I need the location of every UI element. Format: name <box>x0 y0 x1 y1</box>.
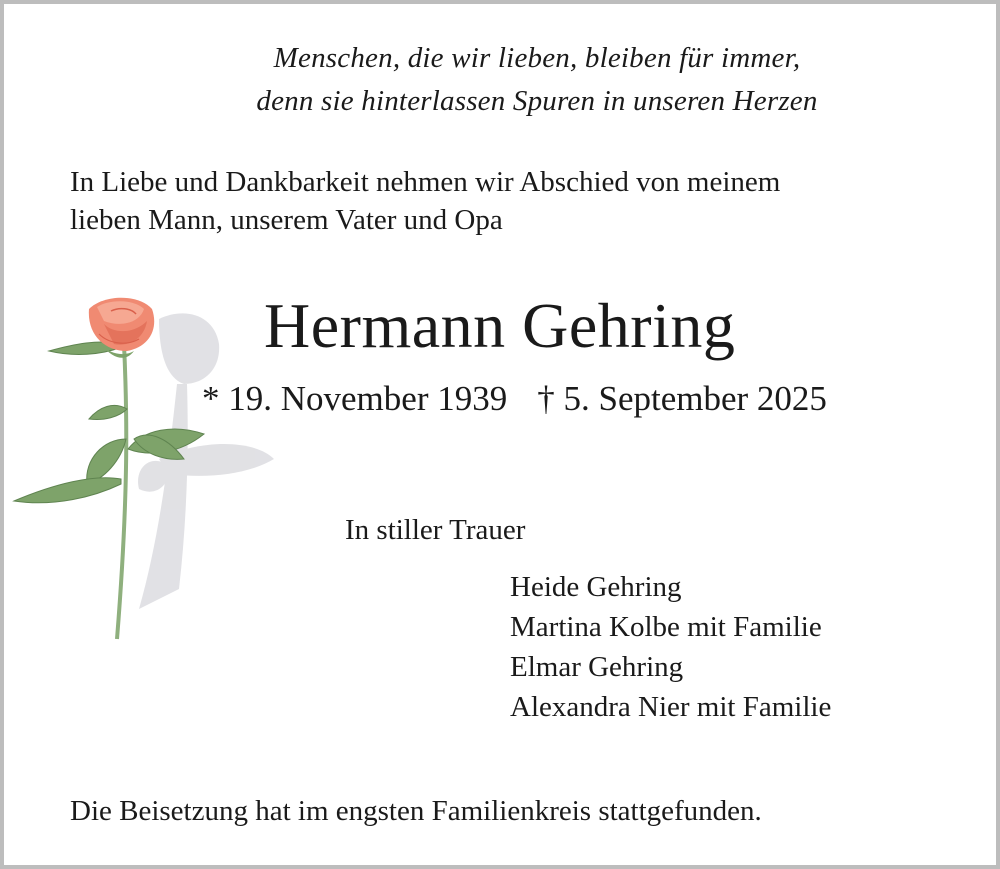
farewell-intro <box>70 163 950 239</box>
memorial-quote <box>4 37 1000 123</box>
death-date: † 5. September 2025 <box>537 379 827 418</box>
rose-icon <box>9 289 289 649</box>
intro-line: lieben Mann, unserem Vater und Opa <box>70 204 503 236</box>
mourner-name: Martina Kolbe mit Familie <box>510 611 822 643</box>
mourner-name: Elmar Gehring <box>510 651 684 683</box>
burial-notice: Die Beisetzung hat im engsten Familienkreis stattgefunden. <box>70 795 762 827</box>
birth-date: * 19. November 1939 <box>202 379 508 418</box>
quote-line: denn sie hinterlassen Spuren in unseren Herzen <box>256 85 818 117</box>
mourners-list <box>510 567 831 727</box>
mourner-name: Alexandra Nier mit Familie <box>510 691 832 723</box>
mourner-name: Heide Gehring <box>510 571 682 603</box>
life-dates <box>202 376 827 422</box>
quote-line: Menschen, die wir lieben, bleiben für immer, <box>273 42 801 74</box>
deceased-name: Hermann Gehring <box>264 290 736 361</box>
mourning-heading: In stiller Trauer <box>345 514 526 546</box>
intro-line: In Liebe und Dankbarkeit nehmen wir Abschied von meinem <box>70 166 781 198</box>
